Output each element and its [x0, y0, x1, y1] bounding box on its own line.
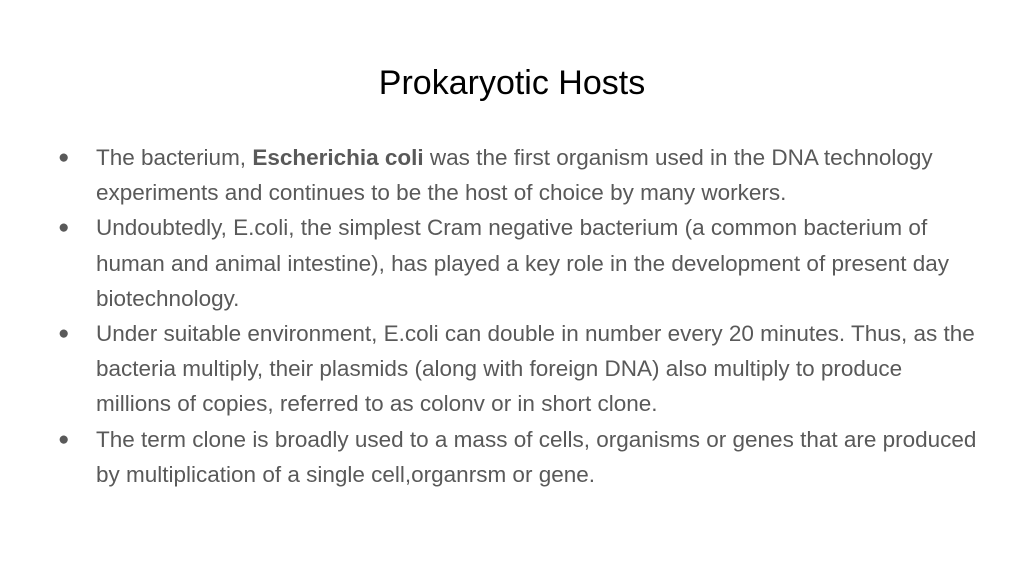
- bullet-text: The term clone is broadly used to a mass of cells, organisms or genes that are produced by multiplication of a single cell,organrsm or gene.: [96, 426, 977, 487]
- bullet-text-before: The bacterium,: [96, 145, 253, 170]
- bullet-text: Under suitable environment, E.coli can double in number every 20 minutes. Thus, as the bacteria multiply, their plasmids (along with foreign DNA) also multiply to produce millions of copies, referred to as colonv or in short clone.: [96, 321, 975, 417]
- bullet-item: [50, 140, 980, 210]
- bullet-item: [50, 422, 980, 492]
- slide-title: Prokaryotic Hosts: [378, 64, 646, 102]
- bullet-item: [50, 210, 980, 316]
- bullet-item: [50, 316, 980, 422]
- bullet-text-bold: Escherichia coli: [252, 145, 424, 170]
- bullet-dot-icon: ●: [58, 323, 70, 345]
- bullet-text: Undoubtedly, E.coli, the simplest Cram negative bacterium (a common bacterium of human and animal intestine), has played a key role in the development of present day biotechnology.: [96, 215, 950, 311]
- bullet-dot-icon: ●: [58, 217, 70, 239]
- bullet-text-after: was the first organism used in the DNA technology experiments and continues to be the host of choice by many workers.: [96, 145, 933, 206]
- bullet-list: [50, 140, 980, 492]
- bullet-dot-icon: ●: [58, 147, 70, 168]
- bullet-dot-icon: ●: [58, 428, 70, 450]
